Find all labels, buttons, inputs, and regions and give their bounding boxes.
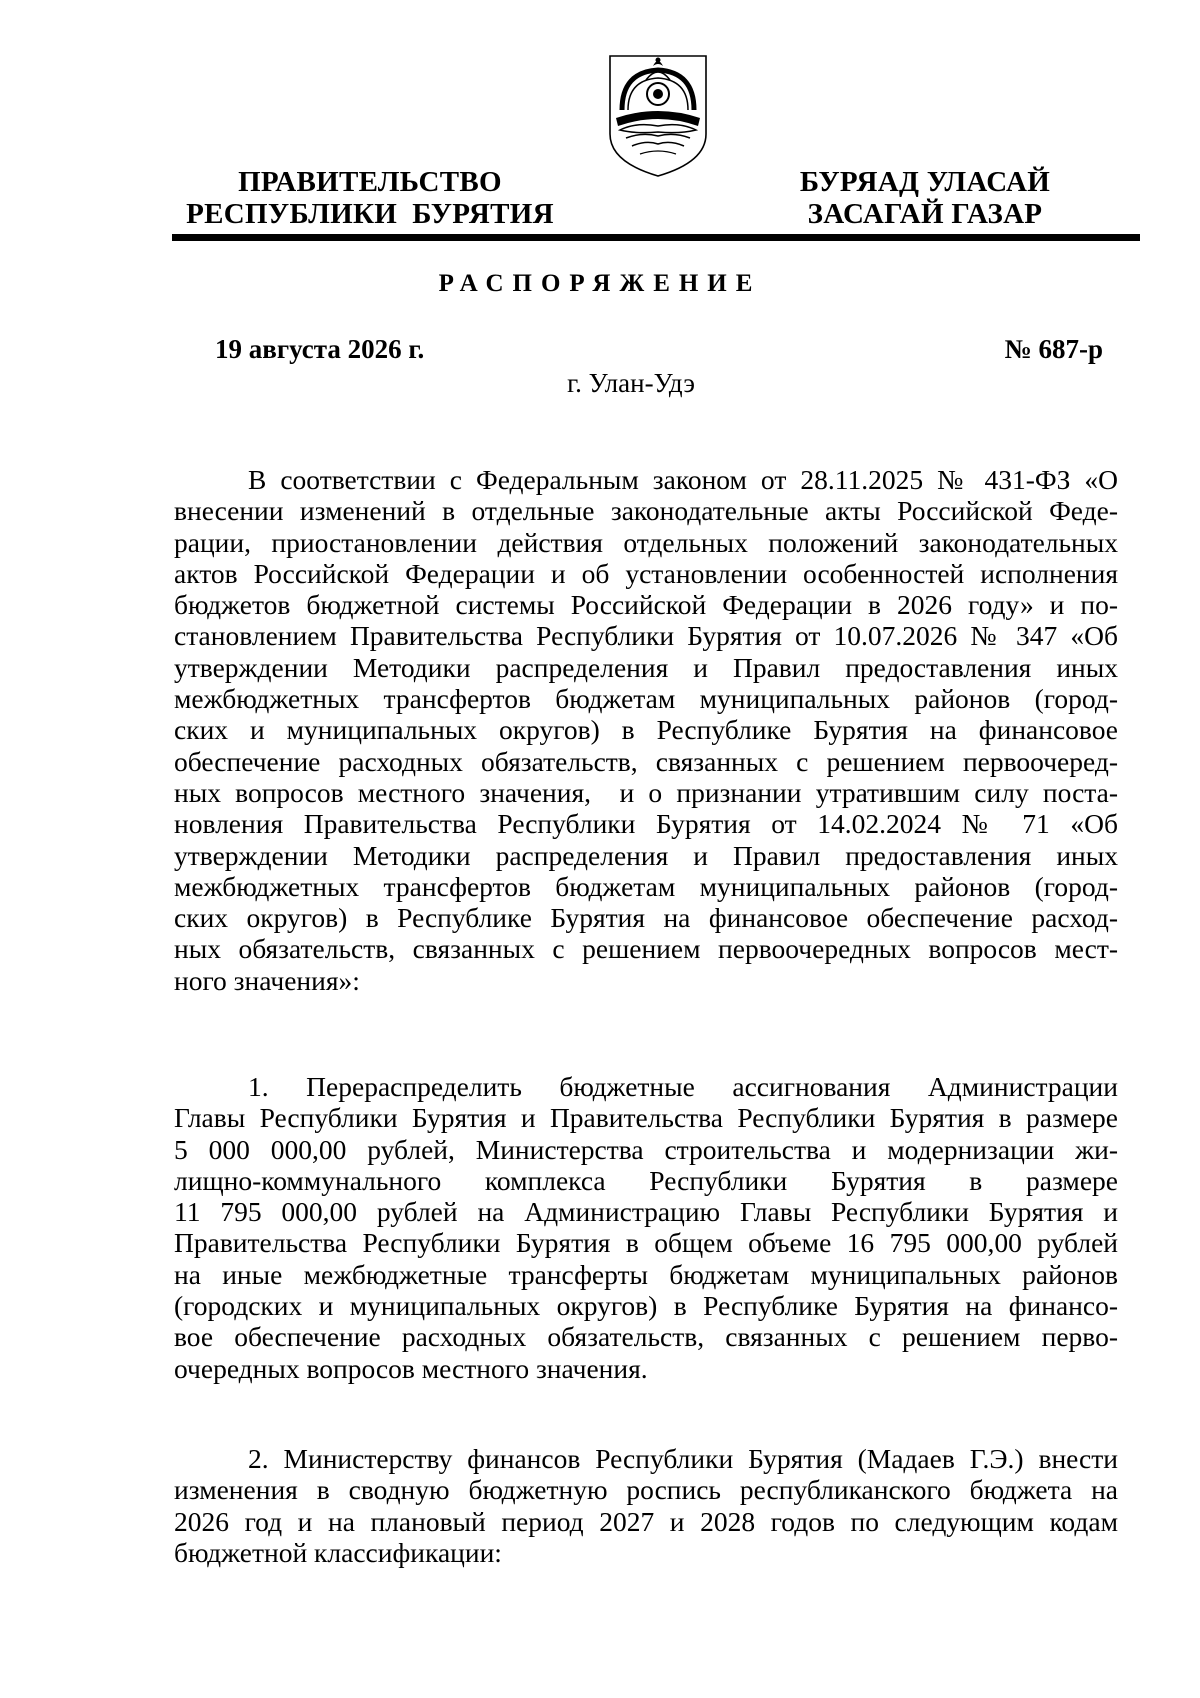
- government-name-russian: [170, 166, 570, 230]
- text-line: бюджетной классификации:: [174, 1536, 502, 1568]
- clause-1-paragraph: [174, 1071, 1118, 1384]
- document-city: г. Улан-Удэ: [567, 368, 695, 398]
- preamble-paragraph: [174, 464, 1118, 996]
- document-title: РАСПОРЯЖЕНИЕ: [438, 270, 762, 297]
- text-line: новления Правительства Республики Бурятия от 14.02.2024 № 71 «Об: [174, 808, 1118, 840]
- text-line: изменения в сводную бюджетную роспись республиканского бюджета на: [174, 1474, 1118, 1506]
- text-line: межбюджетных трансфертов бюджетам муниципальных районов (город-: [174, 870, 1118, 902]
- text-line: внесении изменений в отдельные законодательные акты Российской Феде-: [174, 495, 1118, 527]
- text-line: 5 000 000,00 рублей, Министерства строительства и модернизации жи-: [174, 1133, 1118, 1165]
- text-line: утверждении Методики распределения и Правил предоставления иных: [174, 651, 1118, 683]
- text-line: ских округов) в Республике Бурятия на финансовое обеспечение расход-: [174, 902, 1118, 934]
- government-name-buryat-line2: ЗАСАГАЙ ГАЗАР: [807, 198, 1043, 230]
- text-line: ного значения»:: [174, 964, 360, 996]
- text-line: 2. Министерству финансов Республики Бурятия (Мадаев Г.Э.) внести: [248, 1443, 1118, 1474]
- text-line: рации, приостановлении действия отдельных положений законодательных: [174, 526, 1118, 558]
- text-line: на иные межбюджетные трансферты бюджетам муниципальных районов: [174, 1258, 1118, 1290]
- coat-of-arms-icon: [606, 50, 710, 180]
- text-line: бюджетов бюджетной системы Российской Федерации в 2026 году» и по-: [174, 589, 1118, 621]
- text-line: В соответствии с Федеральным законом от 28.11.2025 № 431-ФЗ «О: [248, 464, 1118, 495]
- text-line: актов Российской Федерации и об установлении особенностей исполнения: [174, 557, 1118, 589]
- text-line: Правительства Республики Бурятия в общем объеме 16 795 000,00 рублей: [174, 1227, 1118, 1259]
- text-line: лищно-коммунального комплекса Республики Бурятия в размере: [174, 1164, 1118, 1196]
- text-line: (городских и муниципальных округов) в Республике Бурятия на финансо-: [174, 1290, 1118, 1322]
- government-name-buryat: [770, 166, 1080, 230]
- document-number: № 687-р: [1004, 334, 1103, 364]
- text-line: вое обеспечение расходных обязательств, связанных с решением перво-: [174, 1321, 1118, 1353]
- header-divider: [172, 234, 1140, 241]
- text-line: 1. Перераспределить бюджетные ассигнования Администрации: [248, 1071, 1118, 1102]
- text-line: становлением Правительства Республики Бурятия от 10.07.2026 № 347 «Об: [174, 620, 1118, 652]
- text-line: Главы Республики Бурятия и Правительства Республики Бурятия в размере: [174, 1102, 1118, 1134]
- text-line: ных обязательств, связанных с решением первоочередных вопросов мест-: [174, 933, 1118, 965]
- government-name-line2: РЕСПУБЛИКИ БУРЯТИЯ: [186, 198, 554, 230]
- text-line: 2026 год и на плановый период 2027 и 2028 годов по следующим кодам: [174, 1505, 1118, 1537]
- document-date: 19 августа 2026 г.: [215, 334, 425, 364]
- text-line: межбюджетных трансфертов бюджетам муниципальных районов (город-: [174, 683, 1118, 715]
- text-line: 11 795 000,00 рублей на Администрацию Главы Республики Бурятия и: [174, 1196, 1118, 1228]
- text-line: ских и муниципальных округов) в Республике Бурятия на финансовое: [174, 714, 1118, 746]
- government-name-buryat-line1: БУРЯАД УЛАСАЙ: [799, 166, 1051, 198]
- text-line: утверждении Методики распределения и Правил предоставления иных: [174, 839, 1118, 871]
- text-line: очередных вопросов местного значения.: [174, 1352, 648, 1384]
- government-name-line1: ПРАВИТЕЛЬСТВО: [238, 166, 502, 198]
- text-line: обеспечение расходных обязательств, связанных с решением первоочеред-: [174, 745, 1118, 777]
- clause-2-paragraph: [174, 1443, 1118, 1568]
- text-line: ных вопросов местного значения, и о признании утратившим силу поста-: [174, 776, 1118, 808]
